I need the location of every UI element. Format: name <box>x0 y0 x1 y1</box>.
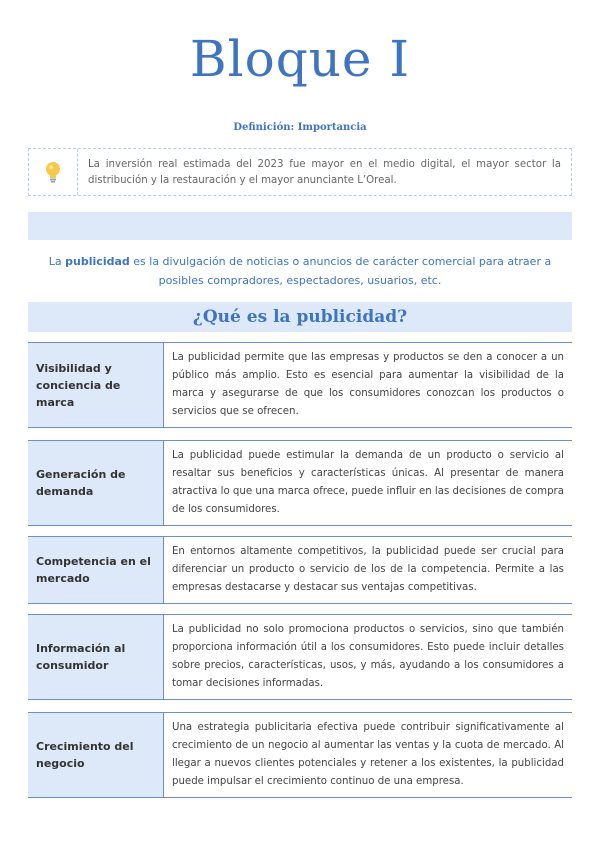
section-heading: ¿Qué es la publicidad? <box>28 302 572 332</box>
row-text: La publicidad puede estimular la demanda de un producto o servicio al resaltar sus beneficios y características únicas. Al presentar de manera atractiva lo que una marca ofrece, puede influir en las decisiones de compra de los consumidores. <box>172 450 564 515</box>
row-label: Información al consumidor <box>28 615 164 699</box>
row-label: Crecimiento del negocio <box>28 713 164 797</box>
table-row <box>28 440 572 526</box>
row-text: La publicidad permite que las empresas y productos se den a conocer a un público más amplio. Esto es esencial para aumentar la visibilidad de la marca y asegurarse de que los consumidores conozcan los productos o servicios que se ofrecen. <box>172 352 564 417</box>
decorative-band <box>28 212 572 240</box>
row-label: Visibilidad y conciencia de marca <box>28 343 164 427</box>
intro-rest: es la divulgación de noticias o anuncios de carácter comercial para atraer a posibles compradores, espectadores, usuarios, etc. <box>129 255 552 287</box>
page-subtitle: Definición: Importancia <box>233 122 367 133</box>
intro-prefix: La <box>48 255 66 268</box>
row-label: Generación de demanda <box>28 441 164 525</box>
table-row <box>28 614 572 700</box>
info-note <box>28 148 572 196</box>
note-text: La inversión real estimada del 2023 fue mayor en el medio digital, el mayor sector la distribución y la restauración y el mayor anunciante L’Oreal. <box>88 159 561 186</box>
table-row <box>28 712 572 798</box>
intro-paragraph <box>28 252 572 290</box>
row-text: En entornos altamente competitivos, la publicidad puede ser crucial para diferenciar un producto o servicio de los de la competencia. Permite a las empresas destacarse y destacar sus ventajas competitivas. <box>172 546 564 593</box>
lightbulb-icon <box>29 149 78 195</box>
page-title: Bloque I <box>189 30 411 88</box>
intro-keyword: publicidad <box>65 255 130 268</box>
table-row <box>28 536 572 604</box>
row-text: Una estrategia publicitaria efectiva puede contribuir significativamente al crecimiento de un negocio al aumentar las ventas y la cuota de mercado. Al llegar a nuevos clientes potenciales y retener a los existentes, la publicidad puede impulsar el crecimiento continuo de una empresa. <box>172 722 564 787</box>
row-label: Competencia en el mercado <box>28 537 164 603</box>
row-text: La publicidad no solo promociona productos o servicios, sino que también proporciona información útil a los consumidores. Esto puede incluir detalles sobre precios, características, usos, y más, ayudando a los consumidores a tomar decisiones informadas. <box>172 624 564 689</box>
table-row <box>28 342 572 428</box>
